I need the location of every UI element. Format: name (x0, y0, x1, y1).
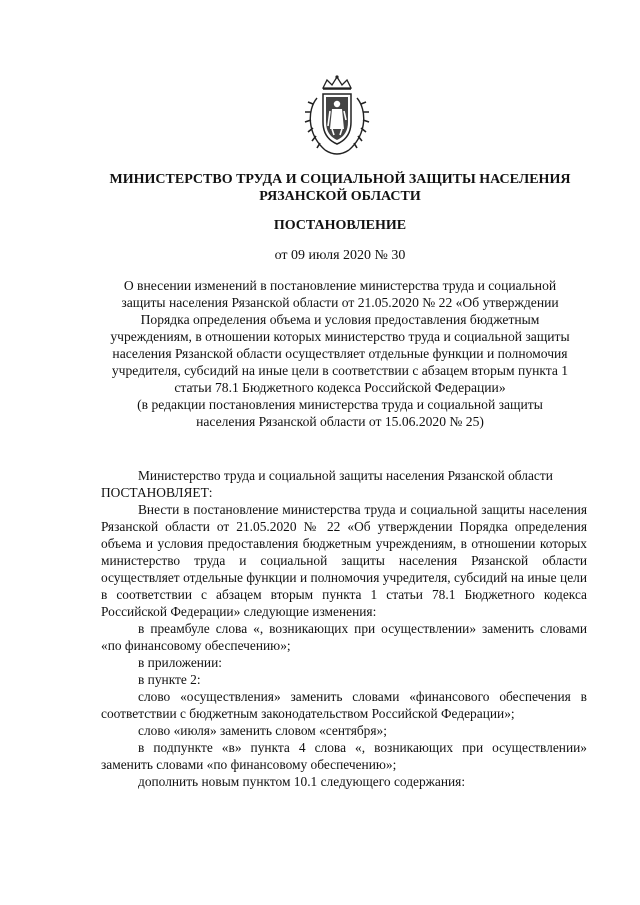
subject-line: населения Рязанской области осуществляет отдельные функции и полномочия (112, 346, 568, 361)
ministry-name-line: РЯЗАНСКОЙ ОБЛАСТИ (259, 189, 421, 204)
document-body (101, 467, 587, 790)
intro-paragraph: Министерство труда и социальной защиты населения Рязанской области (138, 468, 553, 483)
body-paragraph: в пункте 2: (138, 672, 201, 687)
ministry-name-line: МИНИСТЕРСТВО ТРУДА И СОЦИАЛЬНОЙ ЗАЩИТЫ НАСЕЛЕНИЯ (109, 172, 571, 187)
coat-of-arms-icon (301, 74, 373, 160)
body-paragraph: в приложении: (138, 655, 222, 670)
subject-line: О внесении изменений в постановление министерства труда и социальной (123, 278, 557, 293)
body-paragraph: Внести в постановление министерства труда и социальной защиты населения Рязанской области от 21.05.2020 № 22 «Об утверждении Порядка определения объема и условия предоставления бюджетным учреждениям, в отношении которых министерство труда и социальной защиты населения Рязанской области осуществляет отдельные функции и полномочия учредителя, субсидий на иные цели в соответствии с абзацем вторым пункта 1 статьи 78.1 Бюджетного кодекса Российской Федерации» следующие изменения: (101, 502, 587, 619)
subject-line: (в редакции постановления министерства труда и социальной защиты (137, 397, 543, 412)
body-paragraph: слово «осуществления» заменить словами «финансового обеспечения в соответствии с бюджетным законодательством Российской Федерации»; (101, 689, 587, 721)
subject-line: Порядка определения объема и условия предоставления бюджетным (140, 312, 540, 327)
body-paragraph: в преамбуле слова «, возникающих при осуществлении» заменить словами «по финансовому обеспечению»; (101, 621, 587, 653)
subject-line: статьи 78.1 Бюджетного кодекса Российской Федерации» (174, 380, 506, 395)
ministry-name (90, 171, 590, 205)
subject-line: учредителя, субсидий на иные цели в соответствии с абзацем вторым пункта 1 (111, 363, 569, 378)
body-paragraph: в подпункте «в» пункта 4 слова «, возникающих при осуществлении» заменить словами «по финансовому обеспечению»; (101, 740, 587, 772)
document-type: ПОСТАНОВЛЕНИЕ (273, 218, 407, 233)
document-subject (90, 277, 590, 430)
resolves-label: ПОСТАНОВЛЯЕТ: (101, 485, 213, 500)
subject-line: защиты населения Рязанской области от 21.05.2020 № 22 «Об утверждении (121, 295, 559, 310)
body-paragraph: дополнить новым пунктом 10.1 следующего содержания: (138, 774, 466, 789)
subject-line: населения Рязанской области от 15.06.2020 № 25) (196, 414, 484, 429)
subject-line: учреждениям, в отношении которых министерство труда и социальной защиты (110, 329, 570, 344)
body-paragraph: слово «июля» заменить словом «сентября»; (138, 723, 387, 738)
document-date-number: от 09 июля 2020 № 30 (274, 248, 406, 263)
